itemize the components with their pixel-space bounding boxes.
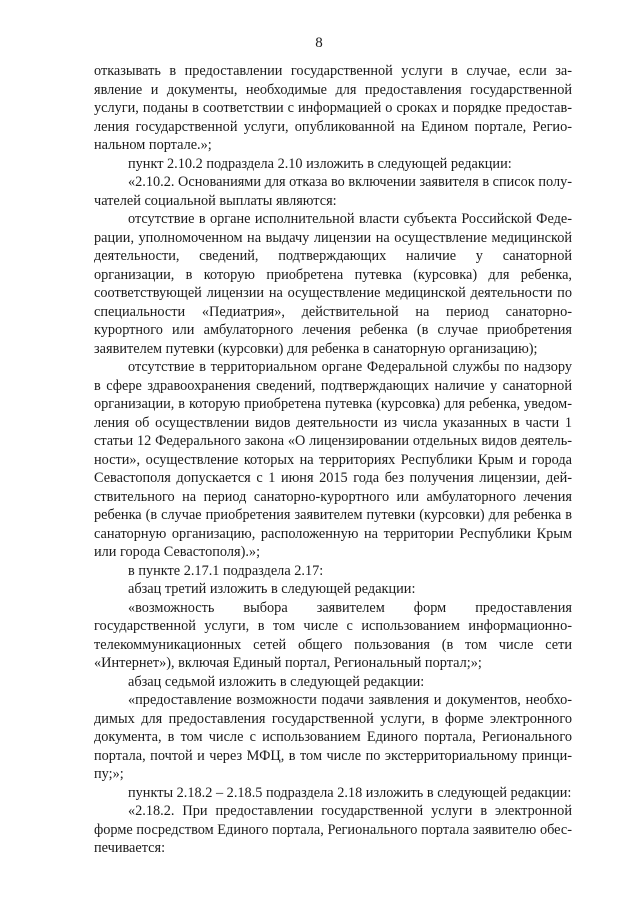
paragraph-third-abzac-intro: абзац третий изложить в следующей редакции: <box>128 581 416 597</box>
paragraph-refusal-continuation: отказывать в предоставлении государственной услуги в случае, если заявление и документы, необходимые для предоставления государственной услуги, поданы в соответствии с информацией о сроках и порядке предоставления государственной услуги, опубликованной на Едином портале, Региональном портале.»; <box>94 63 572 153</box>
paragraph-notification-absence: отсутствие в территориальном органе Федеральной службы по надзору в сфере здравоохранения сведений, подтверждающих наличие у санаторной организации, в которую приобретена путевка (курсовка) для ребенка, уведомления об осуществлении видов деятельности из числа указанных в части 1 статьи 12 Федерального закона «О лицензировании отдельных видов деятельности», осуществление которых на территориях Республики Крым и города Севастополя допускается с 1 июня 2015 года без получения лицензии, действительного на период санаторно-курортного или амбулаторного лечения ребенка (в случае приобретения заявителем путевки (курсовки) для ребенка в санаторную организацию, расположенную на территории Республики Крым или города Севастополя).»; <box>94 359 572 560</box>
paragraph-third-abzac-text: «возможность выбора заявителем форм предоставления государственной услуги, в том числе с использованием информационно-телекоммуникационных сетей общего пользования (в том числе сети «Интернет»), включая Единый портал, Региональный портал;»; <box>94 599 572 671</box>
paragraph-seventh-abzac-intro: абзац седьмой изложить в следующей редакции: <box>128 673 425 690</box>
paragraph-item-2-10-2-text: «2.10.2. Основаниями для отказа во включении заявителя в список получателей социальной выплаты являются: <box>94 174 572 209</box>
paragraph-item-2-17-1-intro: в пункте 2.17.1 подраздела 2.17: <box>128 562 324 579</box>
paragraph-item-2-10-2-intro: пункт 2.10.2 подраздела 2.10 изложить в следующей редакции: <box>128 155 512 172</box>
document-body <box>94 62 572 858</box>
paragraph-seventh-abzac-text: «предоставление возможности подачи заявления и документов, необходимых для предоставления государственной услуги, в форме электронного документа, в том числе с использованием Единого портала, Регионального портала, почтой и через МФЦ, в том числе по экстерриториальному принципу;»; <box>94 692 572 782</box>
paragraph-items-2-18-intro: пункты 2.18.2 – 2.18.5 подраздела 2.18 изложить в следующей редакции: <box>128 784 572 801</box>
paragraph-item-2-18-2-text: «2.18.2. При предоставлении государственной услуги в электронной форме посредством Единого портала, Регионального портала заявителю обеспечивается: <box>94 803 572 856</box>
page-number: 8 <box>315 35 323 51</box>
paragraph-license-absence: отсутствие в органе исполнительной власти субъекта Российской Федерации, уполномоченном на выдачу лицензии на осуществление медицинской деятельности, сведений, подтверждающих наличие у санаторной организации, в которую приобретена путевка (курсовка) для ребенка, соответствующей лицензии на осуществление медицинской деятельности по специальности «Педиатрия», действительной на период санаторно-курортного или амбулаторного лечения ребенка (в случае приобретения заявителем путевки (курсовки) для ребенка в санаторную организацию); <box>94 211 572 357</box>
